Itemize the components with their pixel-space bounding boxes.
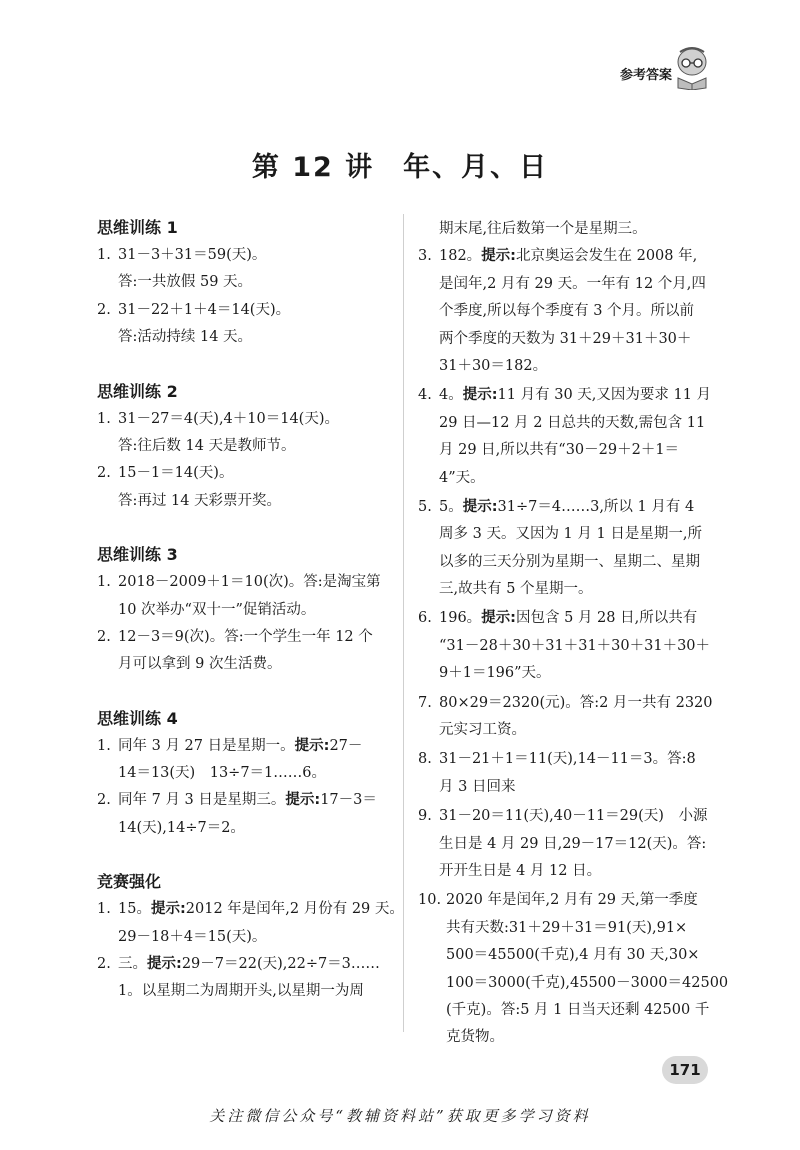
answer-text: 5。 (439, 498, 463, 515)
section-heading: 思维训练 3 (97, 545, 178, 565)
answer-item (97, 951, 393, 1006)
item-line: 14(天),14÷7＝2。 (118, 819, 245, 836)
item-line: 31＋30＝182。 (439, 357, 548, 374)
page-title: 第 12 讲 年、月、日 (251, 152, 549, 183)
item-body (118, 569, 393, 624)
answer-text: 三。 (118, 956, 147, 973)
answer-item (97, 460, 393, 515)
item-line (439, 605, 714, 632)
item-number: 1. (97, 737, 111, 754)
item-line: 三,故共有 5 个星期一。 (439, 581, 593, 598)
item-number: 2. (97, 465, 111, 482)
hint-label: 提示: (150, 901, 186, 918)
item-line: 生日是 4 月 29 日,29－17＝12(天)。答: (439, 835, 707, 852)
answer-item (418, 382, 714, 492)
item-number: 4. (418, 387, 432, 404)
item-line: 月 29 日,所以共有“30－29＋2＋1＝ (439, 442, 680, 459)
hint-label: 提示: (462, 387, 498, 404)
item-line (118, 787, 393, 814)
item-body (439, 605, 714, 687)
hint-label: 提示: (147, 956, 182, 973)
answer-item (418, 494, 714, 604)
section-heading: 竞赛强化 (97, 872, 162, 892)
item-line: (千克)。答:5 月 1 日当天还剩 42500 千 (446, 1001, 710, 1018)
item-number: 2. (97, 628, 111, 645)
item-number: 1. (97, 247, 111, 263)
page-number-badge: 171 (662, 1056, 708, 1084)
footer-note: 关注微信公众号“教辅资料站”获取更多学习资料 (209, 1107, 591, 1125)
hint-text: 29－7＝22(天),22÷7＝3…… (181, 956, 380, 973)
hint-text: 27－ (329, 737, 363, 754)
answer-item (97, 787, 393, 842)
answer-item (97, 896, 404, 951)
mascot-reading-icon (672, 46, 712, 90)
item-number: 1. (97, 901, 111, 918)
item-body (439, 803, 714, 885)
item-number: 2. (97, 956, 111, 973)
item-line (118, 896, 404, 923)
answer-item (418, 887, 729, 1051)
item-body (439, 690, 714, 745)
item-body (446, 887, 728, 1051)
answer-item (418, 803, 714, 885)
item-line: 14＝13(天) 13÷7＝1……6。 (118, 765, 326, 782)
answer-text: 4。 (439, 387, 463, 404)
answer-item (97, 569, 393, 624)
exercise-section (97, 543, 393, 679)
item-number: 10. (418, 892, 442, 909)
item-line: 500＝45500(千克),4 月有 30 天,30× (446, 947, 700, 964)
item-number: 3. (418, 248, 432, 265)
answer-item (418, 690, 714, 745)
answer-item (97, 733, 393, 788)
answer-item (97, 406, 393, 461)
item-line: 1。以星期二为周期开头,以星期一为周 (118, 983, 364, 1000)
item-line: 个季度,所以每个季度有 3 个月。所以前 (439, 303, 695, 320)
section-heading: 思维训练 1 (97, 218, 178, 237)
continuation-line: 期末尾,往后数第一个是星期三。 (439, 221, 647, 237)
item-body (118, 297, 393, 352)
item-number: 9. (418, 808, 432, 825)
item-line: 月 3 日回来 (439, 778, 516, 795)
item-number: 1. (97, 410, 111, 427)
item-number: 8. (418, 751, 432, 768)
answer-text: 2020 年是闰年,2 月有 29 天,第一季度 (446, 892, 698, 909)
hint-text: 因包含 5 月 28 日,所以共有 (516, 610, 698, 627)
hint-text: 17－3＝ (320, 792, 377, 809)
item-body (118, 951, 393, 1006)
item-line: 两个季度的天数为 31＋29＋31＋30＋ (439, 330, 692, 347)
answer-text: 31－20＝11(天),40－11＝29(天) 小源 (439, 808, 708, 825)
item-body (118, 460, 393, 515)
item-number: 7. (418, 694, 432, 711)
item-body (118, 733, 393, 788)
item-body (439, 494, 714, 604)
exercise-section (97, 216, 393, 352)
answer-text: 31－21＋1＝11(天),14－11＝3。答:8 (439, 751, 696, 768)
answer-text: 同年 7 月 3 日是星期三。 (118, 792, 286, 809)
item-number: 2. (97, 792, 111, 809)
item-line: 月可以拿到 9 次生活费。 (118, 656, 282, 673)
item-line (118, 733, 393, 760)
hint-text: 2012 年是闰年,2 月份有 29 天。 (185, 901, 404, 918)
item-line: 10 次举办“双十一”促销活动。 (118, 601, 316, 618)
hint-label: 提示: (481, 248, 516, 265)
answer-item (97, 242, 393, 297)
item-line: 29 日—12 月 2 日总共的天数,需包含 11 (439, 414, 706, 431)
answer-text: 196。 (439, 610, 482, 627)
item-body (439, 746, 714, 801)
item-line: 2018－2009＋1＝10(次)。答:是淘宝第 (118, 574, 381, 591)
item-line: 以多的三天分别为星期一、星期二、星期 (439, 553, 700, 570)
item-number: 6. (418, 610, 432, 627)
answer-text: 同年 3 月 27 日是星期一。 (118, 737, 295, 754)
right-column (418, 216, 729, 1054)
hint-text: 11 月有 30 天,又因为要求 11 月 (497, 387, 712, 404)
item-line: 答:再过 14 天彩票开奖。 (118, 492, 282, 509)
item-number: 1. (97, 574, 111, 591)
item-line: 开开生日是 4 月 12 日。 (439, 862, 602, 879)
answer-text: 15。 (118, 901, 151, 918)
answer-item (418, 605, 714, 687)
item-line (439, 243, 714, 270)
item-line: 克货物。 (446, 1029, 504, 1046)
item-line (439, 803, 714, 830)
exercise-section (97, 870, 404, 1006)
item-body (118, 624, 393, 679)
item-line: “31－28＋30＋31＋31＋30＋31＋30＋ (439, 637, 711, 654)
item-line: 4”天。 (439, 469, 485, 486)
item-line (118, 951, 393, 978)
hint-label: 提示: (462, 498, 498, 515)
exercise-section (97, 707, 393, 843)
exercise-section (97, 380, 393, 516)
hint-text: 北京奥运会发生在 2008 年, (516, 248, 698, 265)
item-line: 是闰年,2 月有 29 天。一年有 12 个月,四 (439, 275, 706, 292)
section-heading: 思维训练 2 (97, 381, 178, 401)
header-label: 参考答案 (620, 68, 673, 83)
item-line: 31－22＋1＋4＝14(天)。 (118, 301, 291, 318)
item-number: 2. (97, 301, 111, 318)
hint-label: 提示: (481, 610, 516, 627)
item-line: 答:往后数 14 天是教师节。 (118, 437, 296, 454)
item-body (118, 406, 393, 461)
item-body (439, 243, 714, 380)
answer-item (418, 243, 714, 380)
item-line: 29－18＋4＝15(天)。 (118, 928, 267, 945)
item-line: 答:活动持续 14 天。 (118, 329, 253, 346)
item-line (446, 887, 728, 914)
hint-text: 31÷7＝4……3,所以 1 月有 4 (497, 498, 695, 515)
hint-label: 提示: (285, 792, 321, 809)
item-line: 共有天数:31＋29＋31＝91(天),91× (446, 919, 688, 936)
item-line (439, 690, 714, 717)
answer-item (97, 297, 393, 352)
item-line: 15－1＝14(天)。 (118, 465, 234, 482)
item-line (439, 494, 714, 521)
item-line: 12－3＝9(次)。答:一个学生一年 12 个 (118, 628, 373, 645)
item-line (439, 746, 714, 773)
item-line: 31－3＋31＝59(天)。 (118, 247, 267, 263)
item-body (118, 896, 404, 951)
item-line: 31－27＝4(天),4＋10＝14(天)。 (118, 410, 339, 427)
answer-text: 80×29＝2320(元)。答:2 月一共有 2320 (439, 694, 713, 711)
item-body (439, 382, 714, 492)
item-number: 5. (418, 498, 432, 515)
answer-item (97, 624, 393, 679)
section-heading: 思维训练 4 (97, 708, 178, 728)
item-line: 周多 3 天。又因为 1 月 1 日是星期一,所 (439, 526, 702, 543)
item-body (118, 242, 393, 297)
item-line: 元实习工资。 (439, 722, 526, 739)
left-column (97, 216, 404, 1034)
item-line: 答:一共放假 59 天。 (118, 274, 253, 291)
answer-item (418, 746, 714, 801)
answer-text: 182。 (439, 248, 482, 265)
item-body (118, 787, 393, 842)
hint-label: 提示: (294, 737, 330, 754)
item-line: 100＝3000(千克),45500－3000＝42500 (446, 974, 729, 991)
item-line: 9＋1＝196”天。 (439, 665, 551, 682)
item-line (439, 382, 714, 409)
